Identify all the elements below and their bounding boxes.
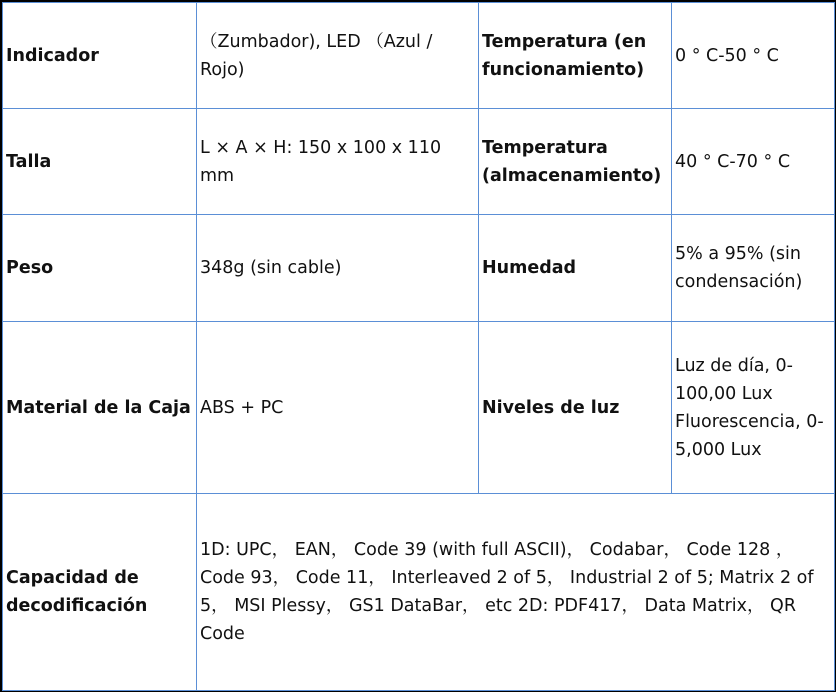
humidity-label: Humedad	[479, 215, 672, 322]
case-material-value: ABS + PC	[197, 322, 479, 494]
decoding-capability-value: 1D: UPC， EAN， Code 39 (with full ASCII)， Codabar， Code 128 ， Code 93， Code 11， Interleaved 2 of 5， Industrial 2 of 5; Matrix 2 of 5， MSI Plessy， GS1 DataBar， etc 2D: PDF417， Data Matrix， QR Code	[197, 494, 835, 691]
table-row	[3, 494, 835, 691]
storage-temperature-label: Temperatura (almacenamiento)	[479, 109, 672, 215]
weight-label: Peso	[3, 215, 197, 322]
size-value: L × A × H: 150 x 100 x 110 mm	[197, 109, 479, 215]
decoding-capability-label: Capacidad de decodificación	[3, 494, 197, 691]
indicator-label: Indicador	[3, 3, 197, 109]
indicator-value: （Zumbador), LED （Azul / Rojo)	[197, 3, 479, 109]
operating-temperature-value: 0 ° C-50 ° C	[672, 3, 835, 109]
light-levels-label: Niveles de luz	[479, 322, 672, 494]
operating-temperature-label: Temperatura (en funcionamiento)	[479, 3, 672, 109]
spec-table-frame	[2, 2, 834, 690]
storage-temperature-value: 40 ° C-70 ° C	[672, 109, 835, 215]
light-levels-value: Luz de día, 0-100,00 Lux Fluorescencia, 0-5,000 Lux	[672, 322, 835, 494]
table-row	[3, 109, 835, 215]
weight-value: 348g (sin cable)	[197, 215, 479, 322]
table-row	[3, 322, 835, 494]
size-label: Talla	[3, 109, 197, 215]
case-material-label: Material de la Caja	[3, 322, 197, 494]
spec-table	[2, 2, 835, 691]
humidity-value: 5% a 95% (sin condensación)	[672, 215, 835, 322]
table-row	[3, 3, 835, 109]
table-row	[3, 215, 835, 322]
